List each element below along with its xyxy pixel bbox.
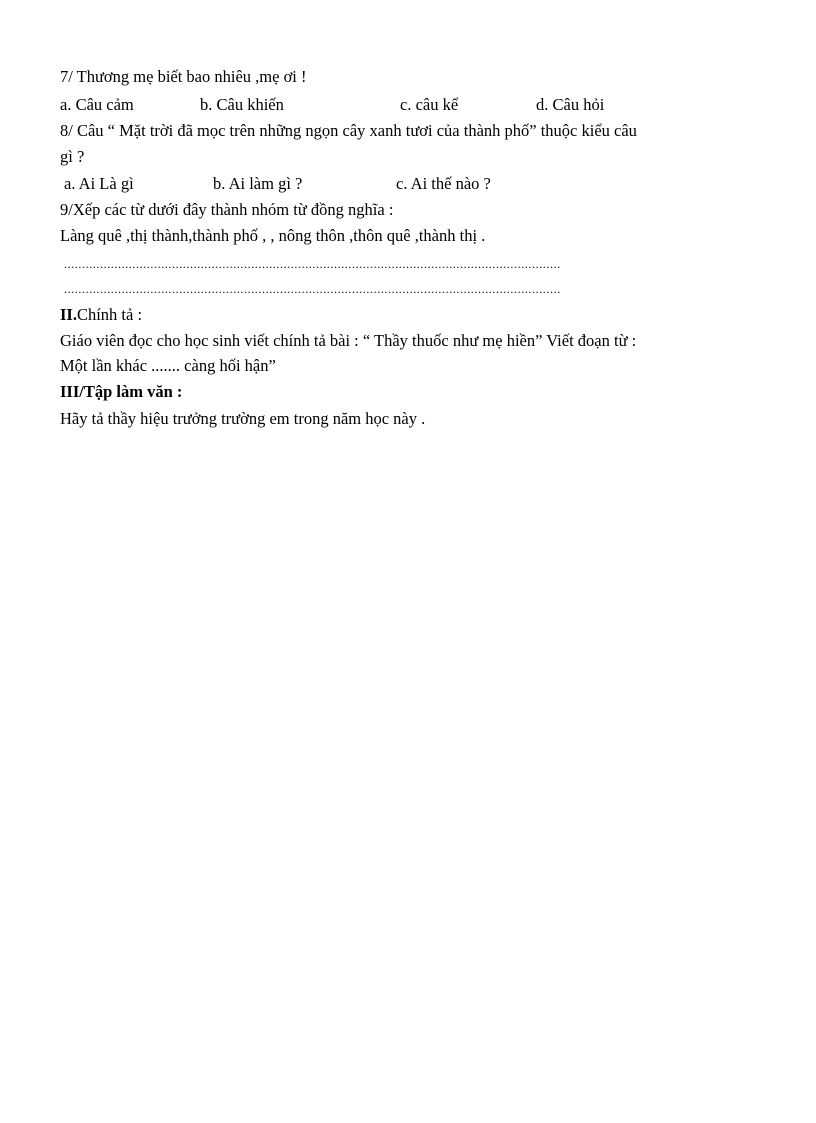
section-3-heading: III/Tập làm văn : <box>60 382 183 401</box>
q7-option-d: d. Câu hỏi <box>536 95 605 114</box>
section-2-line-1: Giáo viên đọc cho học sinh viết chính tả bài : “ Thầy thuốc như mẹ hiền” Viết đoạn từ : <box>60 331 637 350</box>
q7-option-c: c. câu kể <box>400 95 459 114</box>
answer-line-2: .......................................................................................................................................... <box>64 282 561 296</box>
question-8-line-1: 8/ Câu “ Mặt trời đã mọc trên những ngọn cây xanh tươi của thành phố” thuộc kiểu câu <box>60 121 637 140</box>
question-8-line-2: gì ? <box>60 147 85 166</box>
question-9: 9/Xếp các từ dưới đây thành nhóm từ đồng nghĩa : <box>60 200 394 219</box>
q7-option-a: a. Câu cảm <box>60 95 134 114</box>
section-2-number: II. <box>60 305 77 324</box>
q8-option-a: a. Ai Là gì <box>64 174 134 193</box>
question-9-words: Làng quê ,thị thành,thành phố , , nông thôn ,thôn quê ,thành thị . <box>60 226 486 245</box>
answer-line-1: .......................................................................................................................................... <box>64 257 561 271</box>
q8-option-b: b. Ai làm gì ? <box>213 174 303 193</box>
section-2-heading <box>60 304 142 326</box>
section-2-title: Chính tả : <box>76 305 143 324</box>
section-3-prompt: Hãy tả thầy hiệu trưởng trường em trong năm học này . <box>60 409 426 428</box>
section-2-line-2: Một lần khác ....... càng hối hận” <box>60 356 276 375</box>
q8-option-c: c. Ai thế nào ? <box>396 174 491 193</box>
question-7: 7/ Thương mẹ biết bao nhiêu ,mẹ ơi ! <box>60 67 307 86</box>
q7-option-b: b. Câu khiến <box>200 95 284 114</box>
